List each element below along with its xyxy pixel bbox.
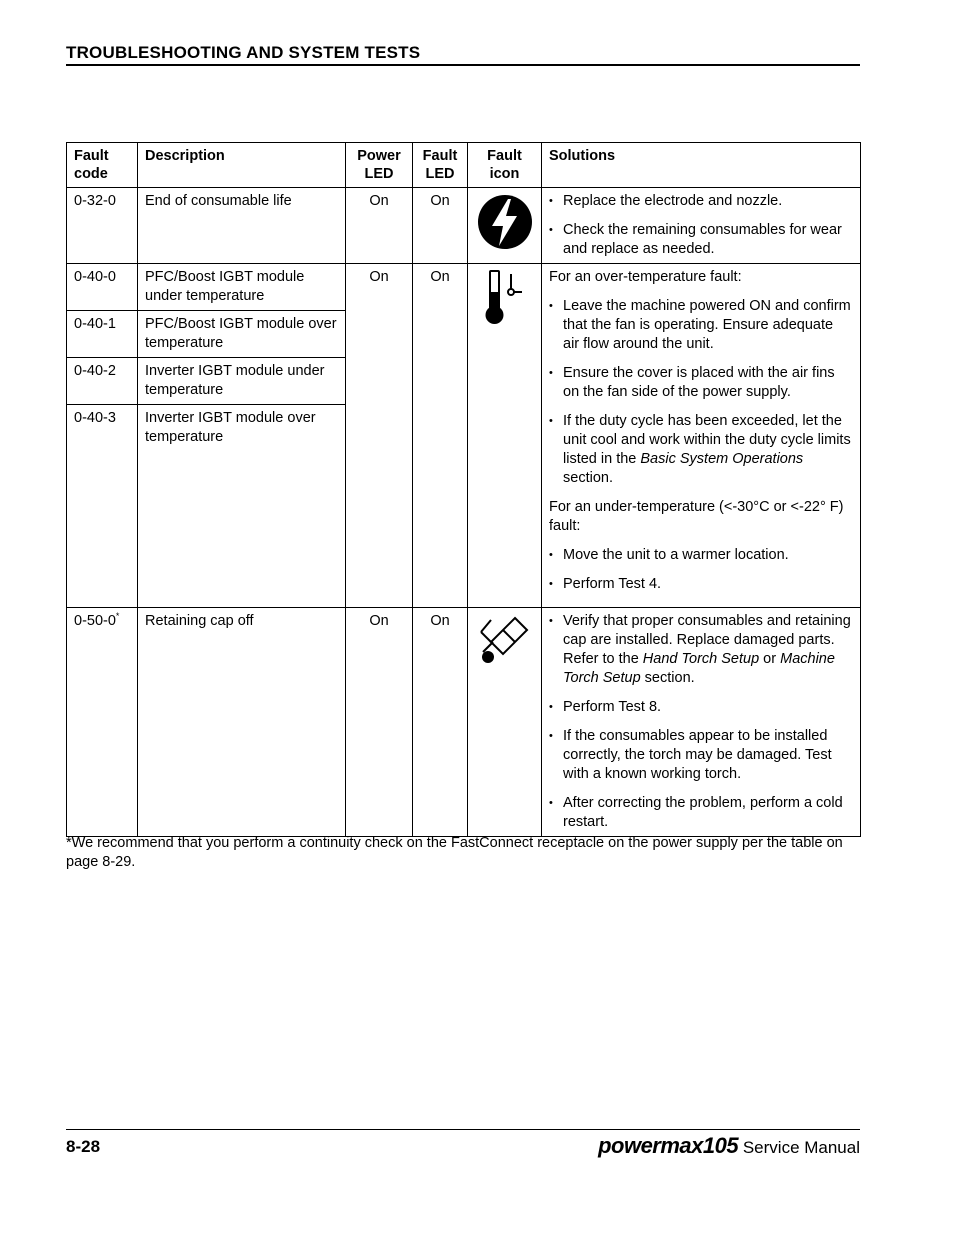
col-solutions: Solutions (542, 143, 861, 188)
fault-led-state: On (413, 608, 468, 837)
col-fault-code: Fault code (67, 143, 138, 188)
fault-code: 0-40-2 (67, 358, 138, 405)
fault-led-state: On (413, 188, 468, 264)
power-led-state: On (346, 264, 413, 608)
solution-item: • Ensure the cover is placed with the air fins on the fan side of the power supply. (549, 364, 853, 402)
fault-description: Retaining cap off (138, 608, 346, 837)
fault-code: 0-40-1 (67, 311, 138, 358)
solution-item: • After correcting the problem, perform a cold restart. (549, 794, 853, 832)
thermometer-icon (485, 268, 525, 328)
solution-item: • Move the unit to a warmer location. (549, 546, 853, 565)
col-description: Description (138, 143, 346, 188)
table-row (67, 608, 861, 837)
product-logo: powermax105 (598, 1133, 739, 1158)
table-footnote: *We recommend that you perform a continuity check on the FastConnect receptacle on the power supply per the table on page 8-29. (66, 835, 843, 870)
fault-description: Inverter IGBT module under temperature (138, 358, 346, 405)
col-power-led: Power LED (346, 143, 413, 188)
fault-code: 0-40-3 (67, 405, 138, 608)
table-row (67, 264, 861, 311)
lightning-bolt-icon (477, 194, 533, 250)
fault-description: End of consumable life (138, 188, 346, 264)
solution-item: • Perform Test 4. (549, 575, 853, 594)
solution-item: • Replace the electrode and nozzle. (549, 192, 853, 211)
footnote-marker: * (115, 611, 120, 622)
solution-intro: For an under-temperature (<-30°C or <-22° F) fault: (549, 499, 844, 534)
solutions-cell (542, 608, 861, 837)
footer-brand (598, 1133, 860, 1159)
table-row (67, 188, 861, 264)
fault-led-state: On (413, 264, 468, 608)
fault-description: Inverter IGBT module over temperature (138, 405, 346, 608)
table-header-row (67, 143, 861, 188)
footer-rule (66, 1129, 860, 1130)
power-led-state: On (346, 608, 413, 837)
fault-description: PFC/Boost IGBT module under temperature (138, 264, 346, 311)
solution-item: • If the consumables appear to be installed correctly, the torch may be damaged. Test with a known working torch. (549, 727, 853, 784)
section-header: TROUBLESHOOTING AND SYSTEM TESTS (66, 43, 421, 62)
solutions-cell (542, 264, 861, 608)
col-fault-icon: Fault icon (468, 143, 542, 188)
solution-intro: For an over-temperature fault: (549, 269, 742, 285)
solution-item: • Leave the machine powered ON and confirm that the fan is operating. Ensure adequate air flow around the unit. (549, 297, 853, 354)
solution-item: • Perform Test 8. (549, 698, 853, 717)
page-number: 8-28 (66, 1137, 101, 1156)
fault-description: PFC/Boost IGBT module over temperature (138, 311, 346, 358)
header-rule (66, 64, 860, 66)
fault-code: 0-50-0* (67, 608, 138, 837)
col-fault-led: Fault LED (413, 143, 468, 188)
fault-code: 0-32-0 (67, 188, 138, 264)
solution-item: • Check the remaining consumables for wear and replace as needed. (549, 221, 853, 259)
solution-item: • If the duty cycle has been exceeded, let the unit cool and work within the duty cycle limits listed in the Basic System Operations section. (549, 412, 853, 488)
solution-item: • Verify that proper consumables and retaining cap are installed. Replace damaged parts. Refer to the Hand Torch Setup or Machine Torch Setup section. (549, 612, 853, 688)
solutions-cell (542, 188, 861, 264)
torch-cap-icon (477, 612, 533, 668)
power-led-state: On (346, 188, 413, 264)
manual-title: Service Manual (738, 1138, 860, 1157)
fault-code: 0-40-0 (67, 264, 138, 311)
fault-code-table (66, 142, 861, 837)
